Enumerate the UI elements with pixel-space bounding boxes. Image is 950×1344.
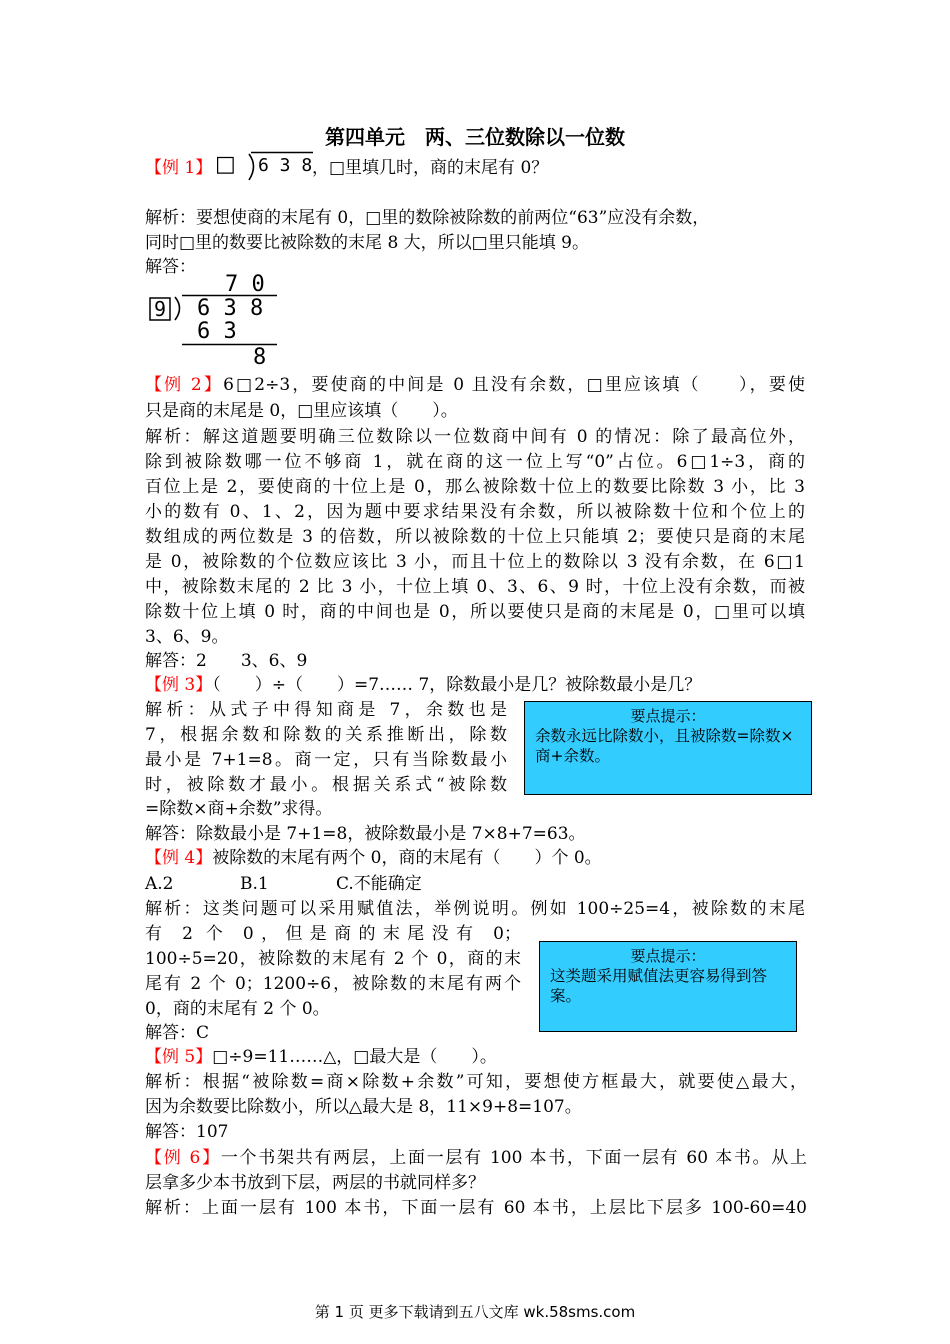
example-3-question-line: 【例 3】（ ）÷（ ）=7…… 7，除数最小是几？被除数最小是几？ bbox=[145, 675, 702, 695]
example-4-analysis-line: 解析：这类问题可以采用赋值法，举例说明。例如 100÷25=4，被除数的末尾 bbox=[145, 899, 805, 919]
example-4-question-line: 【例 4】被除数的末尾有两个 0，商的末尾有（ ）个 0。 bbox=[145, 848, 602, 868]
option-b: B.1 bbox=[240, 874, 269, 894]
divisor-text: 9 bbox=[154, 297, 167, 321]
example-5-tag: 【例 5】 bbox=[145, 1047, 213, 1067]
tip-text: 余数永远比除数小，且被除数=除数×商+余数。 bbox=[535, 727, 794, 765]
example-3-analysis-line: 7，根据余数和除数的关系推断出，除数 bbox=[145, 725, 507, 745]
example-5-question-line: 【例 5】□÷9=11……△，□最大是（ ）。 bbox=[145, 1047, 497, 1067]
example-2-analysis-line: 除数十位上填 0 时，商的中间也是 0，所以要使只是商的末尾是 0，□里可以填 bbox=[145, 602, 805, 622]
tip-heading: 要点提示： bbox=[630, 707, 706, 725]
dividend-text: 6 3 8 bbox=[197, 296, 264, 321]
example-2-analysis-line: 除到被除数哪一位不够商 1，就在商的这一位上写“0”占位。6□1÷3，商的 bbox=[145, 452, 805, 472]
example-6-question-line: 【例 6】一个书架共有两层，上面一层有 100 本书，下面一层有 60 本书。从上 bbox=[145, 1148, 807, 1168]
tip-box bbox=[539, 941, 797, 1032]
example-4-analysis-line: 0，商的末尾有 2 个 0。 bbox=[145, 999, 330, 1019]
example-2-analysis-line: 数组成的两位数是 3 的倍数，所以被除数的十位上只能填 2；要使只是商的末尾 bbox=[145, 527, 805, 547]
tip-text: 这类题采用赋值法更容易得到答案。 bbox=[550, 967, 768, 1005]
example-2-analysis-line: 解析：解这道题要明确三位数除以一位数商中间有 0 的情况：除了最高位外， bbox=[145, 427, 805, 447]
tip-box bbox=[524, 701, 812, 795]
example-4-tag: 【例 4】 bbox=[145, 848, 213, 868]
example-5-answer: 解答：107 bbox=[145, 1122, 229, 1142]
example-1-question: ，□里填几时，商的末尾有 0？ bbox=[312, 158, 549, 178]
example-1-answer-label: 解答： bbox=[145, 257, 196, 277]
example-2-analysis-line: 是 0，被除数的个位数应该比 3 小，而且十位上的数除以 3 没有余数，在 6□1 bbox=[145, 552, 805, 572]
example-2-question-line: 只是商的末尾是 0，□里应该填（ ）。 bbox=[145, 401, 458, 421]
example-4-analysis-line: 尾有 2 个 0；1200÷6，被除数的末尾有两个 bbox=[145, 974, 521, 994]
example-2-analysis-line: 中，被除数末尾的 2 比 3 小，十位上填 0、3、6、9 时，十位上没有余数，而被 bbox=[145, 577, 805, 597]
option-a: A.2 bbox=[145, 874, 174, 894]
example-6-analysis-line: 解析：上面一层有 100 本书，下面一层有 60 本书，上层比下层多 100-60=40 bbox=[145, 1198, 807, 1218]
example-5-analysis-line: 解析：根据“被除数=商×除数+余数”可知，要想使方框最大，就要使△最大， bbox=[145, 1072, 807, 1092]
example-1-analysis-line: 同时□里的数要比被除数的末尾 8 大，所以□里只能填 9。 bbox=[145, 233, 589, 253]
example-3-analysis-line: 时，被除数才最小。根据关系式“被除数 bbox=[145, 775, 507, 795]
example-1-tag: 【例 1】 bbox=[145, 158, 213, 178]
example-3-answer: 解答：除数最小是 7+1=8，被除数最小是 7×8+7=63。 bbox=[145, 824, 586, 844]
long-division-working bbox=[145, 273, 285, 373]
example-3-analysis-line: =除数×商+余数”求得。 bbox=[145, 799, 333, 819]
example-1-division-figure bbox=[215, 148, 315, 182]
example-5-analysis-line: 因为余数要比除数小，所以△最大是 8，11×9+8=107。 bbox=[145, 1097, 582, 1117]
page-footer: 第 1 页 更多下载请到五八文库 wk.58sms.com bbox=[314, 1303, 636, 1321]
example-3-tag: 【例 3】 bbox=[145, 675, 213, 695]
example-2-analysis-line: 小的数有 0、1、2，因为题中要求结果没有余数，所以被除数十位和个位上的 bbox=[145, 502, 805, 522]
example-4-answer: 解答：C bbox=[145, 1023, 210, 1043]
tip-heading: 要点提示： bbox=[630, 947, 706, 965]
example-2-tag: 【例 2】 bbox=[145, 375, 224, 395]
example-3-analysis-line: 最小是 7+1=8。商一定，只有当除数最小 bbox=[145, 750, 507, 770]
example-2-analysis-line: 3、6、9。 bbox=[145, 627, 229, 647]
example-4-analysis-line: 100÷5=20，被除数的末尾有 2 个 0，商的末 bbox=[145, 949, 521, 969]
page-title: 第四单元 两、三位数除以一位数 bbox=[325, 125, 625, 149]
dividend-text: 6 3 8 bbox=[258, 155, 313, 176]
example-2-analysis-line: 百位上是 2，要使商的十位上是 0，那么被除数十位上的数要比除数 3 小，比 3 bbox=[145, 477, 805, 497]
blank-box-glyph: □ bbox=[215, 152, 236, 177]
example-3-analysis-line: 解析：从式子中得知商是 7，余数也是 bbox=[145, 700, 507, 720]
example-6-question-line: 层拿多少本书放到下层，两层的书就同样多？ bbox=[145, 1173, 485, 1193]
example-1-analysis-line: 解析：要想使商的末尾有 0，□里的数除被除数的前两位“63”应没有余数， bbox=[145, 208, 710, 228]
product-text: 6 3 bbox=[197, 319, 237, 344]
option-c: C.不能确定 bbox=[336, 874, 422, 894]
example-2-question-line: 【例 2】6□2÷3，要使商的中间是 0 且没有余数，□里应该填（ ），要使 bbox=[145, 375, 805, 395]
example-4-analysis-line: 有 2 个 0，但是商的末尾没有 0； bbox=[145, 924, 521, 944]
example-2-answer: 解答：2 3、6、9 bbox=[145, 651, 308, 671]
quotient-text: 7 0 bbox=[225, 272, 265, 297]
example-6-tag: 【例 6】 bbox=[145, 1148, 221, 1168]
remainder-text: 8 bbox=[253, 345, 267, 370]
